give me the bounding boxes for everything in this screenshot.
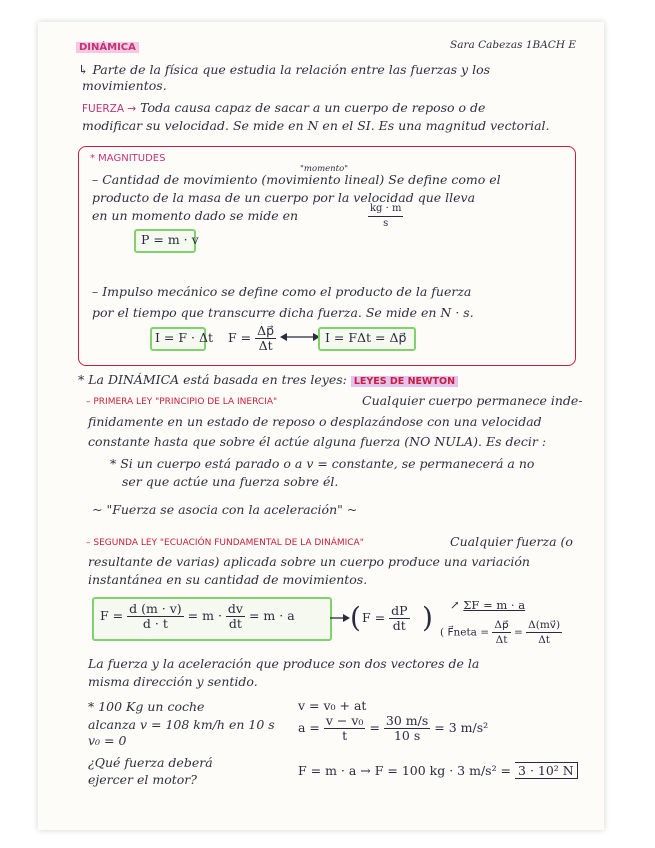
momentum-note: "momento" xyxy=(300,164,349,174)
cm-line-1: – Cantidad de movimiento (movimiento lineal) Se define como el xyxy=(92,172,501,187)
fuerza-line-1: Toda causa capaz de sacar a un cuerpo de reposo o de xyxy=(140,100,486,115)
example-acceleration xyxy=(298,714,488,743)
side-num-1: Δp⃗ xyxy=(494,619,509,631)
r2-result: = 3 m/s² xyxy=(434,720,489,735)
page-title-text: DINÁMICA xyxy=(76,42,139,53)
newton-intro-text: * La DINÁMICA está basada en tres leyes: xyxy=(78,372,347,387)
f-den-2: dt xyxy=(228,616,242,631)
cm-unit-num: kg · m xyxy=(368,202,403,217)
f-mid: = m · xyxy=(187,608,222,623)
r2-lhs: a = xyxy=(298,720,320,735)
cm-unit xyxy=(368,202,403,231)
cm-unit-den: s xyxy=(383,218,389,229)
f2-lhs: F = xyxy=(362,610,386,625)
second-law-line-3: instantánea en su cantidad de movimientos. xyxy=(88,572,368,587)
f-num-1: d (m · v) xyxy=(129,601,182,616)
intro-line-1: ↳ Parte de la física que estudia la relación entre las fuerzas y los xyxy=(78,62,491,77)
imp-formula-3: I = FΔt = Δp⃗ xyxy=(325,330,407,345)
f-num-2: dv xyxy=(227,601,243,616)
second-law-line-2: resultante de varias) aplicada sobre un cuerpo produce una variación xyxy=(88,554,530,569)
first-law-label: – PRIMERA LEY "PRINCIPIO DE LA INERCIA" xyxy=(86,397,278,407)
cm-line-2: producto de la masa de un cuerpo por la velocidad que lleva xyxy=(92,190,476,205)
fundamental-equation xyxy=(100,602,295,631)
second-law-label: – SEGUNDA LEY "ECUACIÓN FUNDAMENTAL DE LA DINÁMICA" xyxy=(86,538,364,548)
imp-line-1: – Impulso mecánico se define como el producto de la fuerza xyxy=(92,284,472,299)
r2-num: v − v₀ xyxy=(325,713,364,728)
example-line-3: v₀ = 0 xyxy=(88,733,127,748)
r3-result: 3 · 10² N xyxy=(515,762,578,779)
f-den-1: d · t xyxy=(142,616,168,631)
f-end: = m · a xyxy=(248,608,295,623)
f2-den: dt xyxy=(392,618,406,633)
imp-line-2: por el tiempo que transcurre dicha fuerza. Se mide en N · s. xyxy=(92,305,474,320)
side-den-1: Δt xyxy=(495,634,508,646)
side-formula-bottom: ( F⃗neta = $\frac{\Delta p⃗}{\Delta t}$ = $\frac{\Delta(mv⃗)}{\Delta t}$ xyxy=(440,619,561,646)
side-lhs: F⃗neta = xyxy=(447,626,490,639)
intro-line-2: movimientos. xyxy=(82,78,167,93)
magnitudes-heading: * MAGNITUDES xyxy=(90,153,166,164)
imp-formula-1: I = F · Δt xyxy=(155,330,214,345)
first-law-line-3: constante hasta que sobre él actúe alguna fuerza (NO NULA). Es decir : xyxy=(88,434,547,449)
newton-intro xyxy=(78,372,458,389)
r2-den-2: 10 s xyxy=(393,728,421,743)
fundamental-equation-2 xyxy=(362,604,410,633)
arrow-right-icon xyxy=(330,612,350,624)
imp-formula-2-den: Δt xyxy=(258,338,273,353)
first-law-line-2: finidamente en un estado de reposo o desplazándose con una velocidad xyxy=(88,414,542,429)
r2-num-2: 30 m/s xyxy=(385,713,429,728)
side-top: ΣF = m · a xyxy=(463,598,526,612)
example-line-1: * 100 Kg un coche xyxy=(88,699,205,714)
f-lhs: F = xyxy=(100,608,124,623)
close-paren: ) xyxy=(422,601,433,634)
example-line-5: ejercer el motor? xyxy=(88,772,197,787)
side-num-2: Δ(mv⃗) xyxy=(528,619,561,631)
example-line-2: alcanza v = 108 km/h en 10 s xyxy=(88,717,275,732)
side-formula-top: ↗ ΣF = m · a xyxy=(450,598,526,612)
example-line-4: ¿Qué fuerza deberá xyxy=(88,755,213,770)
fuerza-label: FUERZA → xyxy=(82,103,137,115)
r3-text: F = m · a → F = 100 kg · 3 m/s² = xyxy=(298,763,512,778)
first-law-line-1: Cualquier cuerpo permanece inde- xyxy=(362,393,583,408)
cm-line-3: en un momento dado se mide en xyxy=(92,208,299,223)
newton-laws-highlight: LEYES DE NEWTON xyxy=(351,376,458,387)
side-den-2: Δt xyxy=(538,634,551,646)
page-title xyxy=(76,40,139,55)
r2-den: t xyxy=(342,728,348,743)
fuerza-definition xyxy=(82,100,485,117)
f2-num: dP xyxy=(391,603,408,618)
imp-formula-2-lhs: F = xyxy=(228,330,252,345)
imp-formula-2-num: Δp⃗ xyxy=(257,323,275,338)
cm-formula: P = m · v xyxy=(141,232,199,247)
second-law-line-1: Cualquier fuerza (o xyxy=(450,534,573,549)
fuerza-line-2: modificar su velocidad. Se mide en N en el SI. Es una magnitud vectorial. xyxy=(82,118,550,133)
double-arrow-icon xyxy=(280,331,320,343)
example-kinematics: v = v₀ + at xyxy=(298,698,367,713)
second-law-line-4: La fuerza y la aceleración que produce son dos vectores de la xyxy=(88,656,480,671)
open-paren: ( xyxy=(350,601,361,634)
imp-formula-2 xyxy=(228,324,276,353)
author-name: Sara Cabezas 1BACH E xyxy=(450,39,576,51)
second-law-line-5: misma dirección y sentido. xyxy=(88,674,258,689)
r2-eq: = xyxy=(369,720,380,735)
example-force xyxy=(298,763,578,778)
notebook-page xyxy=(38,22,604,830)
first-law-line-5: ser que actúe una fuerza sobre él. xyxy=(122,474,339,489)
first-law-note: ~ "Fuerza se asocia con la aceleración" ~ xyxy=(92,502,358,517)
first-law-line-4: * Si un cuerpo está parado o a v = constante, se permanecerá a no xyxy=(110,456,535,471)
